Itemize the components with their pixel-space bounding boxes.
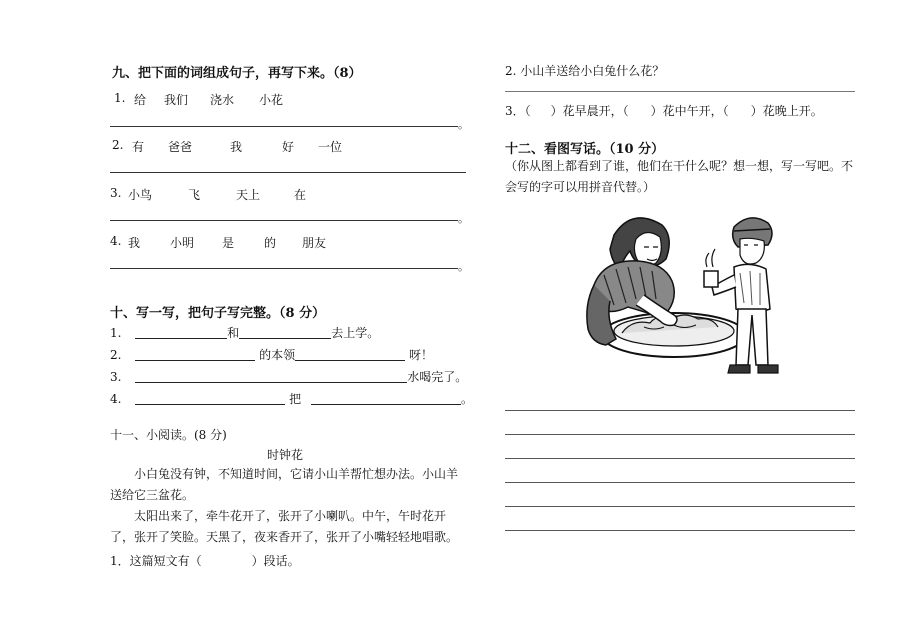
end-mark: 。 bbox=[458, 118, 469, 131]
fill-blank[interactable] bbox=[135, 326, 227, 339]
fill-blank[interactable] bbox=[239, 326, 331, 339]
word: 朋友 bbox=[302, 236, 327, 250]
item-number: 3. bbox=[110, 186, 122, 200]
sec9-item-1 bbox=[114, 91, 284, 107]
item-number: 2. bbox=[112, 138, 124, 152]
word: 小花 bbox=[259, 93, 284, 107]
sec11-question-3 bbox=[505, 102, 823, 119]
writing-line[interactable] bbox=[505, 410, 855, 411]
answer-line[interactable] bbox=[110, 172, 466, 173]
question-text: ）段话。 bbox=[251, 554, 300, 568]
word: 天上 bbox=[236, 188, 261, 202]
answer-line[interactable] bbox=[110, 268, 458, 269]
text-part: 水喝完了。 bbox=[407, 370, 468, 384]
question-text: ）花中午开，（ bbox=[650, 104, 729, 118]
word: 好 bbox=[282, 140, 295, 154]
answer-line[interactable] bbox=[110, 220, 458, 221]
text-part: 的本领 bbox=[259, 348, 296, 362]
item-number: 1. bbox=[110, 326, 122, 340]
answer-line[interactable] bbox=[505, 91, 855, 92]
word: 小鸟 bbox=[128, 188, 153, 202]
fill-blank[interactable] bbox=[295, 348, 405, 361]
reading-paragraph-2: 太阳出来了，牵牛花开了，张开了小喇叭。中午，午时花开了，张开了笑脸。天黑了，夜来香开了，张开了小嘴轻轻地唱歌。 bbox=[110, 509, 459, 544]
text-part: 呀！ bbox=[408, 348, 433, 362]
sec9-item-3 bbox=[110, 186, 307, 202]
word: 小明 bbox=[170, 236, 195, 250]
question-text: ）花晚上开。 bbox=[750, 104, 823, 118]
item-number: 4. bbox=[110, 392, 122, 406]
question-text: 1．这篇短文有（ bbox=[110, 554, 202, 568]
fill-blank[interactable] bbox=[311, 392, 461, 405]
word: 我们 bbox=[164, 93, 189, 107]
sec11-question-1 bbox=[110, 552, 300, 569]
item-number: 2. bbox=[110, 348, 122, 362]
word: 给 bbox=[134, 93, 147, 107]
sec10-item-3 bbox=[110, 368, 467, 385]
paren: （ bbox=[524, 104, 531, 118]
section-12-heading: 十二、看图写话。（10 分） bbox=[505, 142, 665, 157]
fill-blank[interactable] bbox=[135, 392, 285, 405]
writing-line[interactable] bbox=[505, 434, 855, 435]
reading-paragraph-1: 小白兔没有钟，不知道时间，它请小山羊帮忙想办法。小山羊送给它三盆花。 bbox=[110, 467, 459, 502]
answer-line[interactable] bbox=[110, 126, 458, 127]
word: 爸爸 bbox=[168, 140, 193, 154]
word: 的 bbox=[264, 236, 277, 250]
sec12-instruction: （你从图上都看到了谁，他们在干什么呢？想一想，写一写吧。不会写的字可以用拼音代替。） bbox=[505, 159, 854, 194]
word: 我 bbox=[128, 236, 141, 250]
item-number: 4. bbox=[110, 234, 122, 248]
word: 一位 bbox=[318, 140, 343, 154]
end-mark: 。 bbox=[458, 260, 469, 273]
sec9-item-2 bbox=[112, 138, 343, 154]
mother-washing-child-illustration-icon bbox=[574, 205, 814, 395]
sec10-item-4 bbox=[110, 390, 473, 407]
text-part: 和 bbox=[227, 326, 240, 340]
word: 是 bbox=[222, 236, 235, 250]
writing-line[interactable] bbox=[505, 482, 855, 483]
item-number: 3． bbox=[505, 104, 525, 118]
word: 我 bbox=[230, 140, 243, 154]
item-number: 1. bbox=[114, 91, 126, 105]
fill-blank[interactable] bbox=[135, 348, 255, 361]
item-number: 3. bbox=[110, 370, 122, 384]
section-11-heading: 十一、小阅读。(8 分) bbox=[110, 428, 227, 442]
writing-line[interactable] bbox=[505, 530, 855, 531]
section-10-heading: 十、写一写，把句子写完整。（8 分） bbox=[110, 306, 326, 321]
writing-line[interactable] bbox=[505, 506, 855, 507]
fill-blank[interactable] bbox=[135, 370, 407, 383]
end-mark: 。 bbox=[458, 212, 469, 225]
sec11-question-2: 2. 小山羊送给小白兔什么花？ bbox=[505, 64, 665, 78]
word: 在 bbox=[294, 188, 307, 202]
word: 浇水 bbox=[210, 93, 235, 107]
sec9-item-4 bbox=[110, 234, 327, 250]
text-part: 把 bbox=[289, 392, 302, 406]
sec10-item-2 bbox=[110, 346, 433, 363]
writing-line[interactable] bbox=[505, 458, 855, 459]
text-part: 去上学。 bbox=[331, 326, 380, 340]
word: 飞 bbox=[188, 188, 201, 202]
reading-title: 时钟花 bbox=[267, 448, 304, 462]
section-9-heading: 九、把下面的词组成句子，再写下来。（8） bbox=[112, 66, 362, 81]
word: 有 bbox=[132, 140, 145, 154]
text-part: 。 bbox=[460, 392, 473, 406]
question-text: ）花早晨开，（ bbox=[550, 104, 629, 118]
sec10-item-1 bbox=[110, 324, 379, 341]
